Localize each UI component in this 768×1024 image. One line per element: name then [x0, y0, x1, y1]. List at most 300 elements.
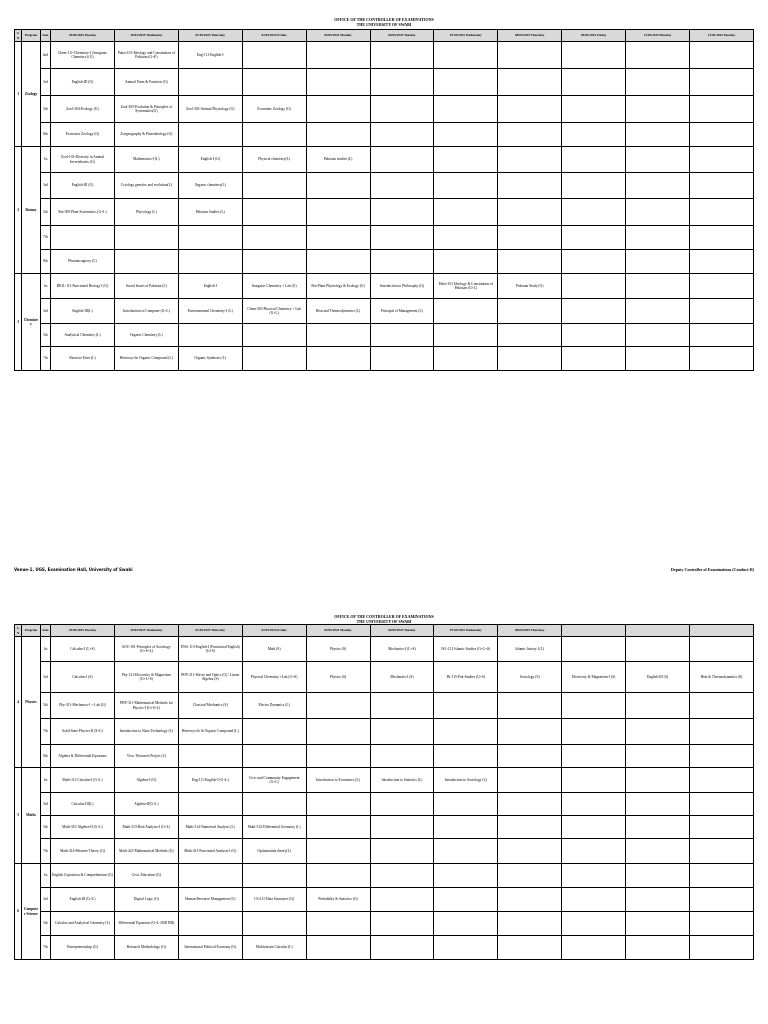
- course-cell: [626, 324, 690, 347]
- table-row: [15, 274, 754, 299]
- course-cell: [626, 888, 690, 912]
- column-header: 30/04/2025 Wednesday: [114, 625, 178, 637]
- course-cell: [242, 745, 306, 768]
- table-row: [15, 768, 754, 793]
- course-cell: [626, 936, 690, 960]
- course-cell: Chem-303 Physical Chemistry + Lab (G+L): [242, 299, 306, 324]
- course-cell: CS-211-Data Structures (G): [242, 888, 306, 912]
- course-cell: [306, 250, 370, 274]
- course-cell: English-I: [178, 274, 242, 299]
- course-cell: [498, 719, 562, 745]
- program-name: Physics: [22, 637, 41, 768]
- course-cell: [434, 123, 498, 147]
- semester-cell: 5th: [40, 693, 50, 719]
- course-cell: [370, 719, 434, 745]
- course-cell: [306, 226, 370, 250]
- course-cell: Organic chemistry(L): [178, 173, 242, 199]
- course-cell: [306, 347, 370, 371]
- table-row: [15, 793, 754, 816]
- course-cell: [562, 839, 626, 864]
- column-header: 05/05/2025 Monday: [306, 30, 370, 42]
- table-row: [15, 69, 754, 96]
- column-header: 30/04/2025 Wednesday: [114, 30, 178, 42]
- course-cell: Heat and Thermodynamics (L): [306, 299, 370, 324]
- course-cell: [562, 69, 626, 96]
- table-row: [15, 42, 754, 69]
- course-cell: [434, 324, 498, 347]
- course-cell: [242, 42, 306, 69]
- course-cell: [562, 693, 626, 719]
- course-cell: [498, 768, 562, 793]
- course-cell: SOC-101-Principles of Sociology (G+S+L): [114, 637, 178, 662]
- column-header: 08/05/2025 Thursday: [498, 625, 562, 637]
- semester-cell: 5th: [40, 912, 50, 936]
- course-cell: Civic Education (G): [114, 864, 178, 888]
- course-cell: [626, 719, 690, 745]
- course-cell: Heterocyclic & Organic Compound (L): [178, 719, 242, 745]
- serial-number: 5: [15, 768, 22, 864]
- table-row: [15, 147, 754, 173]
- course-cell: [434, 816, 498, 839]
- course-cell: Physical Chemistry +Lab (G+S): [242, 662, 306, 693]
- course-cell: Phy-121-Electricity & Magnetism (G+L+S): [114, 662, 178, 693]
- semester-cell: 1st: [40, 147, 50, 173]
- table-row: [15, 912, 754, 936]
- course-cell: [562, 888, 626, 912]
- course-cell: [498, 226, 562, 250]
- course-cell: [434, 912, 498, 936]
- course-cell: Pk-115-Pak-Studies (G+S): [434, 662, 498, 693]
- course-cell: Math-111-Calculus-I (G+L): [51, 768, 115, 793]
- course-cell: Sociology (S): [498, 662, 562, 693]
- course-cell: Optimization theory(L): [242, 839, 306, 864]
- table-row: [15, 250, 754, 274]
- course-cell: [626, 299, 690, 324]
- course-cell: Analytical Chemistry (L): [51, 324, 115, 347]
- course-cell: [370, 793, 434, 816]
- course-cell: [626, 745, 690, 768]
- course-cell: English-I (G): [178, 147, 242, 173]
- course-cell: [498, 123, 562, 147]
- course-cell: Multivariate Calculus (L): [242, 936, 306, 960]
- page1-title: OFFICE OF THE CONTROLLER OF EXAMINATIONS THE UNIVERSITY OF SWABI: [334, 17, 434, 27]
- course-cell: PHY-211-Waves and Optics (G) / Linear Algebra (S): [178, 662, 242, 693]
- course-cell: Pakistan Studies (L): [178, 199, 242, 226]
- column-header: Sem: [40, 30, 50, 42]
- course-cell: [562, 299, 626, 324]
- course-cell: [498, 745, 562, 768]
- course-cell: [689, 147, 753, 173]
- table-row: [15, 347, 754, 371]
- table-row: [15, 839, 754, 864]
- course-cell: [498, 888, 562, 912]
- table-header-row: [15, 625, 754, 637]
- course-cell: [689, 347, 753, 371]
- course-cell: [626, 123, 690, 147]
- course-cell: [242, 123, 306, 147]
- course-cell: [498, 936, 562, 960]
- course-cell: [242, 69, 306, 96]
- course-cell: [562, 793, 626, 816]
- course-cell: [306, 96, 370, 123]
- course-cell: [498, 347, 562, 371]
- course-cell: Civic and Community Engagement (G+L): [242, 768, 306, 793]
- course-cell: [689, 864, 753, 888]
- table-row: [15, 864, 754, 888]
- course-cell: Cytology genetics and evolution(L): [114, 173, 178, 199]
- course-cell: Calculus-I (S): [51, 662, 115, 693]
- table-row: [15, 173, 754, 199]
- semester-cell: 5th: [40, 324, 50, 347]
- course-cell: Introduction to Statistics (L): [370, 768, 434, 793]
- course-cell: Zool-305-Evolution & Principles of Systematics(G): [114, 96, 178, 123]
- course-cell: [370, 69, 434, 96]
- course-cell: [434, 147, 498, 173]
- course-cell: Solid State Physics-II (S+L): [51, 719, 115, 745]
- course-cell: [562, 745, 626, 768]
- course-cell: [434, 173, 498, 199]
- course-cell: [689, 199, 753, 226]
- course-cell: [626, 226, 690, 250]
- course-cell: [434, 793, 498, 816]
- course-cell: [434, 226, 498, 250]
- course-cell: [114, 226, 178, 250]
- course-cell: [306, 693, 370, 719]
- semester-cell: 7th: [40, 839, 50, 864]
- course-cell: [306, 199, 370, 226]
- column-header: 02/05/2025 Friday: [242, 30, 306, 42]
- course-cell: [562, 147, 626, 173]
- column-header: S.N: [15, 625, 22, 637]
- course-cell: [562, 912, 626, 936]
- course-cell: [434, 864, 498, 888]
- table-row: [15, 662, 754, 693]
- course-cell: [306, 936, 370, 960]
- semester-cell: 7th: [40, 719, 50, 745]
- course-cell: Human Resource Management (G): [178, 888, 242, 912]
- venue-label: Venue-1, UGS, Examination Hall, University of Swabi: [14, 567, 133, 572]
- column-header: 08/05/2025 Thursday: [498, 30, 562, 42]
- course-cell: [242, 719, 306, 745]
- course-cell: Viva / Research Project (L): [114, 745, 178, 768]
- course-cell: [626, 839, 690, 864]
- course-cell: Animal Form & Function (G): [114, 69, 178, 96]
- semester-cell: 1st: [40, 274, 50, 299]
- course-cell: Pakistan Study (G): [498, 274, 562, 299]
- course-cell: [562, 250, 626, 274]
- table-row: [15, 637, 754, 662]
- course-cell: Introduction to Economics (L): [306, 768, 370, 793]
- course-cell: [306, 42, 370, 69]
- course-cell: Physics (S): [306, 637, 370, 662]
- course-cell: English-III (G+L): [51, 888, 115, 912]
- course-cell: English Coposition & Comprehension (G): [51, 864, 115, 888]
- course-cell: [306, 173, 370, 199]
- semester-cell: 3rd: [40, 662, 50, 693]
- course-cell: [498, 173, 562, 199]
- course-cell: [562, 226, 626, 250]
- signature-label: Deputy Controller of Examinations (Conduct-II): [671, 567, 754, 572]
- course-cell: [370, 96, 434, 123]
- course-cell: Differential Equations (G+L+MD BH): [114, 912, 178, 936]
- semester-cell: 1st: [40, 864, 50, 888]
- course-cell: [626, 637, 690, 662]
- course-cell: Social Issues of Pakistan (L): [114, 274, 178, 299]
- column-header: 01/05/2025 Thursday: [178, 30, 242, 42]
- course-cell: [178, 324, 242, 347]
- course-cell: [562, 324, 626, 347]
- column-header: [562, 625, 626, 637]
- course-cell: English-III(L): [51, 299, 115, 324]
- course-cell: [689, 324, 753, 347]
- course-cell: International Political Economy (G): [178, 936, 242, 960]
- column-header: [689, 625, 753, 637]
- course-cell: [178, 864, 242, 888]
- course-cell: [306, 816, 370, 839]
- course-cell: [498, 816, 562, 839]
- course-cell: Algebra-I (G): [114, 768, 178, 793]
- course-cell: [626, 912, 690, 936]
- course-cell: [689, 96, 753, 123]
- course-cell: [434, 888, 498, 912]
- semester-cell: 1st: [40, 768, 50, 793]
- course-cell: Reactive Ester (L): [51, 347, 115, 371]
- table-row: [15, 199, 754, 226]
- course-cell: [242, 199, 306, 226]
- course-cell: Math-312-Differential Geometry (L): [242, 816, 306, 839]
- semester-cell: 8th: [40, 123, 50, 147]
- course-cell: [178, 745, 242, 768]
- course-cell: [626, 864, 690, 888]
- course-cell: [242, 250, 306, 274]
- course-cell: Algebra-II(G+L): [114, 793, 178, 816]
- course-cell: [689, 816, 753, 839]
- semester-cell: 3rd: [40, 69, 50, 96]
- course-cell: [498, 793, 562, 816]
- course-cell: [689, 42, 753, 69]
- course-cell: [562, 816, 626, 839]
- column-header: 01/05/2025 Thursday: [178, 625, 242, 637]
- course-cell: [306, 69, 370, 96]
- semester-cell: 8th: [40, 745, 50, 768]
- course-cell: Principal of Management (L): [370, 299, 434, 324]
- course-cell: [434, 96, 498, 123]
- course-cell: Phycology (L): [114, 199, 178, 226]
- course-cell: Electricity & Magnetism-I (S): [562, 662, 626, 693]
- course-cell: [370, 347, 434, 371]
- course-cell: [562, 936, 626, 960]
- course-cell: Digital Logic (G): [114, 888, 178, 912]
- column-header: Program: [22, 30, 41, 42]
- course-cell: [370, 226, 434, 250]
- course-cell: [562, 274, 626, 299]
- course-cell: [626, 274, 690, 299]
- course-cell: Economic Zoology (G): [51, 123, 115, 147]
- column-header: 07/05/2025 Wednesday: [434, 625, 498, 637]
- course-cell: [178, 123, 242, 147]
- course-cell: [689, 250, 753, 274]
- course-cell: Phy-311-Mechanics-I + Lab (G): [51, 693, 115, 719]
- table-row: [15, 324, 754, 347]
- course-cell: [562, 347, 626, 371]
- course-cell: [370, 912, 434, 936]
- course-cell: [689, 173, 753, 199]
- course-cell: [370, 936, 434, 960]
- serial-number: 4: [15, 637, 22, 768]
- program-name: Computer Science: [22, 864, 41, 960]
- course-cell: [434, 42, 498, 69]
- course-cell: [626, 96, 690, 123]
- program-name: Maths: [22, 768, 41, 864]
- course-cell: [242, 793, 306, 816]
- course-cell: [689, 274, 753, 299]
- course-cell: [434, 250, 498, 274]
- course-cell: Introduction to Sociology (L): [434, 768, 498, 793]
- column-header: Sem: [40, 625, 50, 637]
- course-cell: [370, 324, 434, 347]
- course-cell: [689, 839, 753, 864]
- semester-cell: 3rd: [40, 299, 50, 324]
- semester-cell: 5th: [40, 96, 50, 123]
- column-header: 06/05/2025 Tuesday: [370, 30, 434, 42]
- course-cell: [114, 250, 178, 274]
- column-header: 13/05/2025 Tuesday: [689, 30, 753, 42]
- course-cell: [689, 768, 753, 793]
- semester-cell: 5th: [40, 816, 50, 839]
- course-cell: Organic Chemistry (L): [114, 324, 178, 347]
- column-header: 02/05/2025 Friday: [242, 625, 306, 637]
- course-cell: Classical Mechanics (S): [178, 693, 242, 719]
- course-cell: Mechanics-I (L+S): [370, 637, 434, 662]
- column-header: 07/05/2025 Wednesday: [434, 30, 498, 42]
- course-cell: Inorganic Chemistry + Lab (G): [242, 274, 306, 299]
- course-cell: [306, 839, 370, 864]
- course-cell: [434, 199, 498, 226]
- course-cell: Islamic history 1(L): [498, 637, 562, 662]
- course-cell: Pharmacognosy (L): [51, 250, 115, 274]
- course-cell: [626, 347, 690, 371]
- course-cell: [434, 693, 498, 719]
- column-header: 05/05/2025 Monday: [306, 625, 370, 637]
- course-cell: [562, 173, 626, 199]
- course-cell: Math-313-Real Analysis-I (G+L): [114, 816, 178, 839]
- column-header: S.N: [15, 30, 22, 42]
- course-cell: [306, 912, 370, 936]
- course-cell: Electro Dynamics (L): [242, 693, 306, 719]
- course-cell: [626, 173, 690, 199]
- course-cell: [626, 69, 690, 96]
- course-cell: Introduction to Nano Technology (L): [114, 719, 178, 745]
- course-cell: Environmental Chemistry-I (L): [178, 299, 242, 324]
- course-cell: Introduction to Computer (G+L): [114, 299, 178, 324]
- course-cell: [242, 173, 306, 199]
- course-cell: [689, 719, 753, 745]
- course-cell: English-III (G): [51, 69, 115, 96]
- table-row: [15, 96, 754, 123]
- course-cell: [242, 226, 306, 250]
- course-cell: Eng-111-English-I (G+L): [178, 768, 242, 793]
- course-cell: Research Methodology (G): [114, 936, 178, 960]
- course-cell: [689, 888, 753, 912]
- semester-cell: 1st: [40, 637, 50, 662]
- course-cell: Pakistan studies (L): [306, 147, 370, 173]
- serial-number: 2: [15, 147, 22, 274]
- semester-cell: 5th: [40, 199, 50, 226]
- course-cell: Entrepreneurship (G): [51, 936, 115, 960]
- course-cell: [498, 69, 562, 96]
- course-cell: Physical chemistry(L): [242, 147, 306, 173]
- course-cell: [306, 719, 370, 745]
- course-cell: Economic Zoology (G): [242, 96, 306, 123]
- course-cell: Heat & Thermodynamics (S): [689, 662, 753, 693]
- schedule-table-2: [14, 624, 754, 960]
- table-row: [15, 226, 754, 250]
- schedule-table-1: [14, 29, 754, 371]
- course-cell: Physics (S): [306, 662, 370, 693]
- course-cell: [306, 864, 370, 888]
- course-cell: ENG-113-English-I (Functional English) (G+S): [178, 637, 242, 662]
- course-cell: Pakst-101-Ideology and Constitution of Pakistan (G+E): [114, 42, 178, 69]
- course-cell: [498, 693, 562, 719]
- course-cell: [498, 96, 562, 123]
- course-cell: Zoogeography & Palaeobiology (G): [114, 123, 178, 147]
- course-cell: [434, 936, 498, 960]
- course-cell: [626, 793, 690, 816]
- course-cell: Math-314-Numerical Analysis (L): [178, 816, 242, 839]
- course-cell: [178, 69, 242, 96]
- table-row: [15, 123, 754, 147]
- course-cell: [370, 42, 434, 69]
- semester-cell: 7th: [40, 226, 50, 250]
- course-cell: [242, 864, 306, 888]
- course-cell: [498, 912, 562, 936]
- column-header: 29/04/2025 Tuesday: [51, 30, 115, 42]
- course-cell: [498, 199, 562, 226]
- course-cell: Math-411-Functional Analysis-I (G): [178, 839, 242, 864]
- course-cell: [689, 693, 753, 719]
- course-cell: [562, 768, 626, 793]
- course-cell: [51, 226, 115, 250]
- course-cell: Zool-303-Animal Physiology (G): [178, 96, 242, 123]
- course-cell: Calculus and Analytical Geometry (L): [51, 912, 115, 936]
- course-cell: Math-421-Mathematical Methods (G): [114, 839, 178, 864]
- column-header: 12/05/2025 Monday: [626, 30, 690, 42]
- serial-number: 6: [15, 864, 22, 960]
- course-cell: [306, 745, 370, 768]
- course-cell: Eng-111-English-I: [178, 42, 242, 69]
- course-cell: Introduction to Philosophy (G): [370, 274, 434, 299]
- course-cell: Heterocyclic Organic Compound (L): [114, 347, 178, 371]
- semester-cell: 3rd: [40, 888, 50, 912]
- course-cell: [434, 69, 498, 96]
- course-cell: [370, 147, 434, 173]
- semester-cell: 3rd: [40, 793, 50, 816]
- course-cell: Algebra & Differential Equations: [51, 745, 115, 768]
- column-header: Program: [22, 625, 41, 637]
- course-cell: [434, 839, 498, 864]
- course-cell: [626, 147, 690, 173]
- course-cell: [370, 123, 434, 147]
- course-cell: [370, 745, 434, 768]
- course-cell: [562, 637, 626, 662]
- course-cell: Chem-111-Chemistry-I (Inorganic Chemistry) (G): [51, 42, 115, 69]
- course-cell: [178, 793, 242, 816]
- course-cell: English-III (S): [626, 662, 690, 693]
- course-cell: [498, 839, 562, 864]
- table-row: [15, 816, 754, 839]
- course-cell: Zool-304-Ecology (G): [51, 96, 115, 123]
- program-name: Chemistry: [22, 274, 41, 371]
